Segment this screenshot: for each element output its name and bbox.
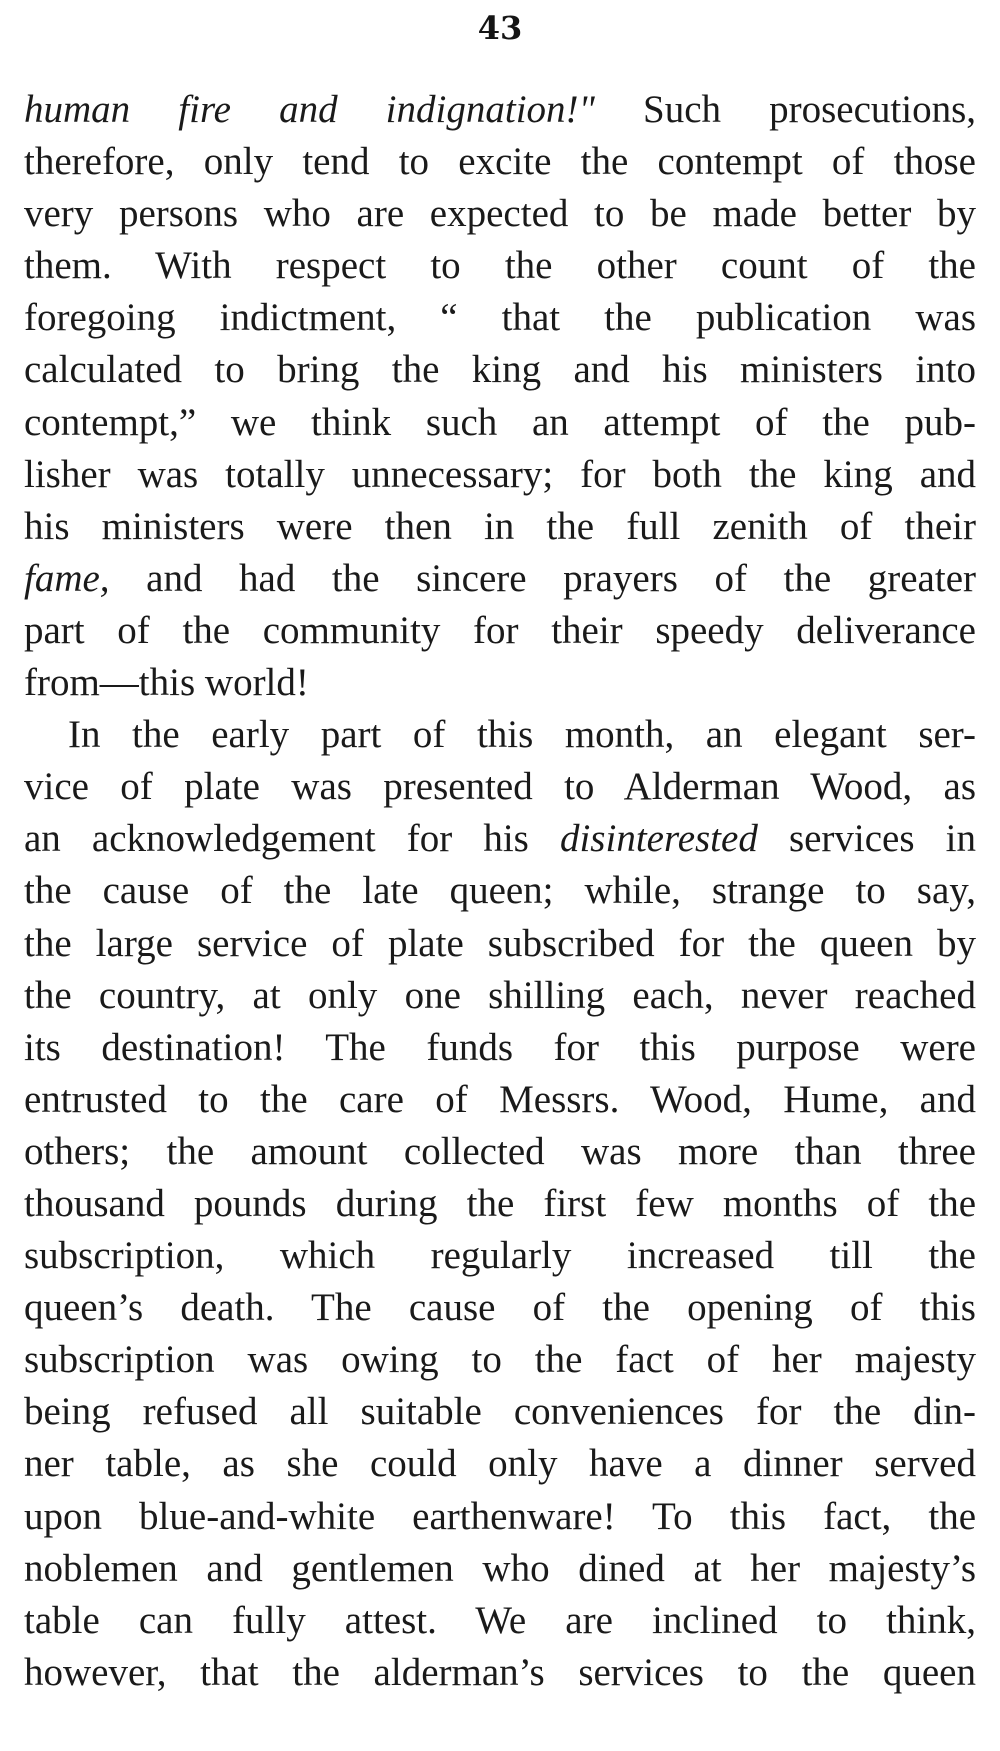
text-line — [24, 553, 976, 605]
text-segment: vice of plate was presented to Alderman Wood, as — [24, 765, 976, 809]
text-line — [24, 1230, 976, 1282]
text-segment: table can fully attest. We are inclined to think, — [24, 1598, 976, 1642]
text-segment: part of the community for their speedy deliverance — [24, 608, 976, 652]
text-segment: others; the amount collected was more than three — [24, 1129, 976, 1173]
text-segment: In the early part of this month, an elegant ser- — [68, 713, 976, 757]
text-line — [24, 1282, 976, 1334]
paragraph-1 — [24, 84, 976, 709]
italic-text: disinterested — [559, 817, 758, 861]
paragraph-2 — [24, 709, 976, 1699]
text-segment: calculated to bring the king and his ministers into — [24, 348, 976, 392]
text-segment: his ministers were then in the full zenith of their — [24, 504, 976, 548]
text-line — [24, 657, 976, 709]
text-segment: lisher was totally unnecessary; for both the king and — [24, 452, 976, 496]
text-line — [24, 449, 976, 501]
text-line — [24, 188, 976, 240]
text-line — [24, 1543, 976, 1595]
text-segment: its destination! The funds for this purpose were — [24, 1025, 976, 1069]
text-segment: therefore, only tend to excite the contempt of those — [24, 140, 976, 184]
page-number: 43 — [477, 9, 523, 47]
text-line — [24, 709, 976, 761]
text-line — [24, 1491, 976, 1543]
text-line — [24, 605, 976, 657]
text-line — [24, 918, 976, 970]
text-segment: services in — [757, 817, 976, 861]
text-line — [24, 1178, 976, 1230]
italic-text: fame, — [24, 556, 110, 600]
text-segment: entrusted to the care of Messrs. Wood, Hume, and — [24, 1077, 976, 1121]
text-segment: foregoing indictment, “ that the publication was — [24, 296, 976, 340]
text-line — [24, 136, 976, 188]
text-line — [24, 1595, 976, 1647]
text-line — [24, 1647, 976, 1699]
text-segment: them. With respect to the other count of the — [24, 244, 976, 288]
text-segment: Such prosecutions, — [594, 88, 976, 131]
text-segment: the country, at only one shilling each, never reached — [24, 973, 976, 1017]
text-line — [24, 1074, 976, 1126]
text-segment: subscription was owing to the fact of her majesty — [24, 1338, 976, 1382]
text-line — [24, 1022, 976, 1074]
text-line — [24, 292, 976, 344]
text-segment: ner table, as she could only have a dinner served — [24, 1442, 976, 1486]
text-line — [24, 813, 976, 865]
text-segment: upon blue-and-white earthenware! To this fact, the — [24, 1494, 976, 1538]
text-segment: noblemen and gentlemen who dined at her majesty’s — [24, 1546, 976, 1590]
text-line — [24, 865, 976, 917]
text-line — [24, 761, 976, 813]
text-segment: subscription, which regularly increased till the — [24, 1234, 976, 1278]
text-line — [24, 1386, 976, 1438]
body-text — [24, 84, 976, 1699]
text-segment: and had the sincere prayers of the greater — [109, 556, 976, 600]
text-line — [24, 1126, 976, 1178]
italic-text: human fire and indignation!" — [24, 88, 595, 131]
text-segment: the large service of plate subscribed for the queen by — [24, 921, 976, 965]
text-line — [24, 1334, 976, 1386]
text-line — [24, 501, 976, 553]
text-segment: however, that the alderman’s services to the queen — [24, 1650, 976, 1694]
text-segment: an acknowledgement for his — [24, 817, 560, 861]
text-line — [24, 84, 976, 136]
text-segment: being refused all suitable conveniences for the din- — [24, 1390, 976, 1434]
text-segment: contempt,” we think such an attempt of the pub- — [24, 400, 976, 444]
text-segment: the cause of the late queen; while, strange to say, — [24, 869, 976, 913]
text-segment: from—this world! — [24, 661, 309, 705]
text-line — [24, 397, 976, 449]
text-line — [24, 240, 976, 292]
text-line — [24, 344, 976, 396]
text-segment: very persons who are expected to be made better by — [24, 192, 976, 236]
text-segment: queen’s death. The cause of the opening of this — [24, 1286, 976, 1330]
text-line — [24, 970, 976, 1022]
text-line — [24, 1438, 976, 1490]
text-segment: thousand pounds during the first few months of the — [24, 1181, 976, 1225]
